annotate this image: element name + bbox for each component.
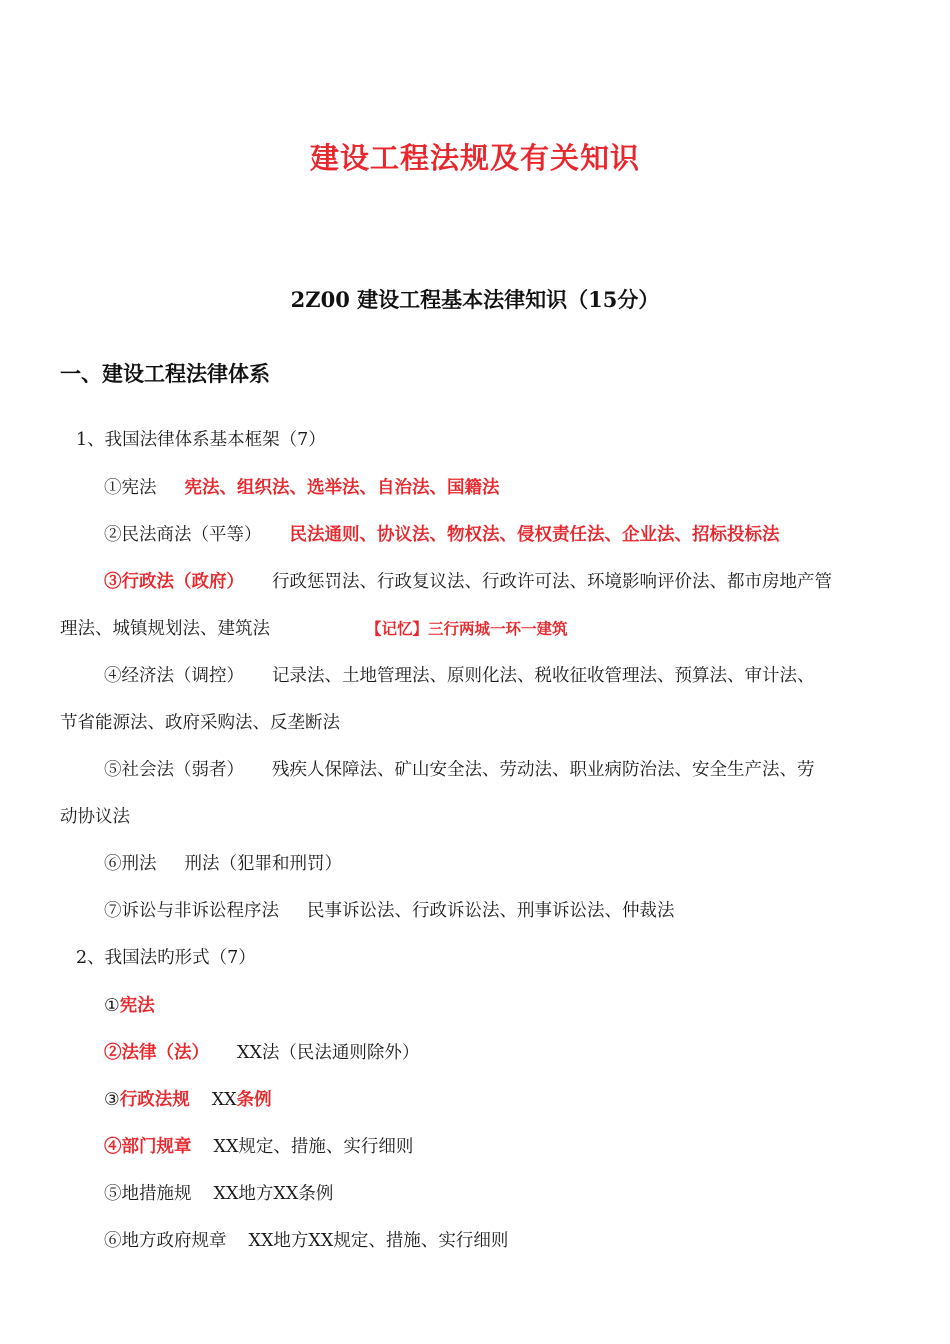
item-laws: 宪法、组织法、选举法、自治法、国籍法 [184, 478, 500, 498]
item-name: 地方政府规章 [121, 1231, 227, 1251]
form-item-1 [104, 994, 155, 1018]
framework-item-5-cont: 动协议法 [60, 807, 130, 827]
item-name: 刑法 [121, 854, 157, 874]
item-number: ② [104, 525, 122, 545]
item-desc: XX法（民法通则除外） [237, 1043, 420, 1063]
framework-item-5 [104, 758, 815, 782]
section-heading: 一、建设工程法律体系 [60, 361, 270, 386]
form-item-4 [104, 1135, 413, 1159]
memo-note: 【记忆】三行两城一环一建筑 [366, 619, 568, 638]
item-name: 诉讼与非诉讼程序法 [121, 901, 279, 921]
item-desc-red: 条例 [236, 1090, 272, 1110]
item-name: 行政法规 [119, 1090, 190, 1110]
item-number: ④ [104, 1137, 122, 1157]
item-laws: 民事诉讼法、行政诉讼法、刑事诉讼法、仲裁法 [307, 901, 675, 921]
item-desc: XX地方XX条例 [213, 1184, 334, 1204]
item-desc-prefix: XX [211, 1090, 237, 1110]
item-name: 行政法（政府） [121, 572, 244, 592]
item-name: 地措施规 [121, 1184, 192, 1204]
item-number: ⑥ [104, 1231, 122, 1251]
framework-item-4 [104, 664, 815, 688]
item-desc: XX规定、措施、实行细则 [213, 1137, 414, 1157]
item-laws-line1: 记录法、土地管理法、原则化法、税收征收管理法、预算法、审计法、 [272, 666, 815, 686]
form-item-5 [104, 1182, 333, 1206]
form-item-6 [104, 1229, 508, 1253]
framework-item-2 [104, 523, 780, 547]
item-number: ① [104, 996, 120, 1016]
item-number: ③ [104, 572, 122, 592]
item-name: 部门规章 [121, 1137, 192, 1157]
framework-item-3-cont [60, 617, 568, 641]
framework-item-1 [104, 476, 500, 500]
item-laws-line1: 残疾人保障法、矿山安全法、劳动法、职业病防治法、安全生产法、劳 [272, 760, 815, 780]
form-item-2 [104, 1041, 419, 1065]
item-number: ③ [104, 1090, 120, 1110]
item-number: ⑥ [104, 854, 122, 874]
item-laws-line1: 行政惩罚法、行政复议法、行政许可法、环境影响评价法、都市房地产管 [272, 572, 832, 592]
item-number: ④ [104, 666, 122, 686]
document-title: 建设工程法规及有关知识 [309, 141, 640, 175]
item-name: 经济法（调控） [121, 666, 244, 686]
item-laws: 刑法（犯罪和刑罚） [184, 854, 342, 874]
framework-item-7 [104, 899, 675, 923]
item-number: ① [104, 478, 122, 498]
item-number: ⑤ [104, 760, 122, 780]
item-name: 法律（法） [121, 1043, 209, 1063]
item-desc: XX地方XX规定、措施、实行细则 [248, 1231, 509, 1251]
item-name: 民法商法（平等） [121, 525, 262, 545]
framework-item-6 [104, 852, 342, 876]
part2-heading: 2、我国法旳形式（7） [76, 948, 256, 968]
item-name: 社会法（弱者） [121, 760, 244, 780]
item-laws: 民法通则、协议法、物权法、侵权责任法、企业法、招标投标法 [289, 525, 780, 545]
item-name: 宪法 [119, 996, 155, 1016]
chapter-heading: 2Z00 建设工程基本法律知识（15分） [290, 287, 660, 312]
form-item-3 [104, 1088, 272, 1112]
item-name: 宪法 [121, 478, 157, 498]
part1-heading: 1、我国法律体系基本框架（7） [76, 430, 326, 450]
framework-item-4-cont: 节省能源法、政府采购法、反垄断法 [60, 713, 340, 733]
item-number: ⑤ [104, 1184, 122, 1204]
item-laws-line2: 理法、城镇规划法、建筑法 [60, 619, 270, 639]
item-number: ⑦ [104, 901, 122, 921]
item-number: ② [104, 1043, 122, 1063]
framework-item-3 [104, 570, 832, 594]
